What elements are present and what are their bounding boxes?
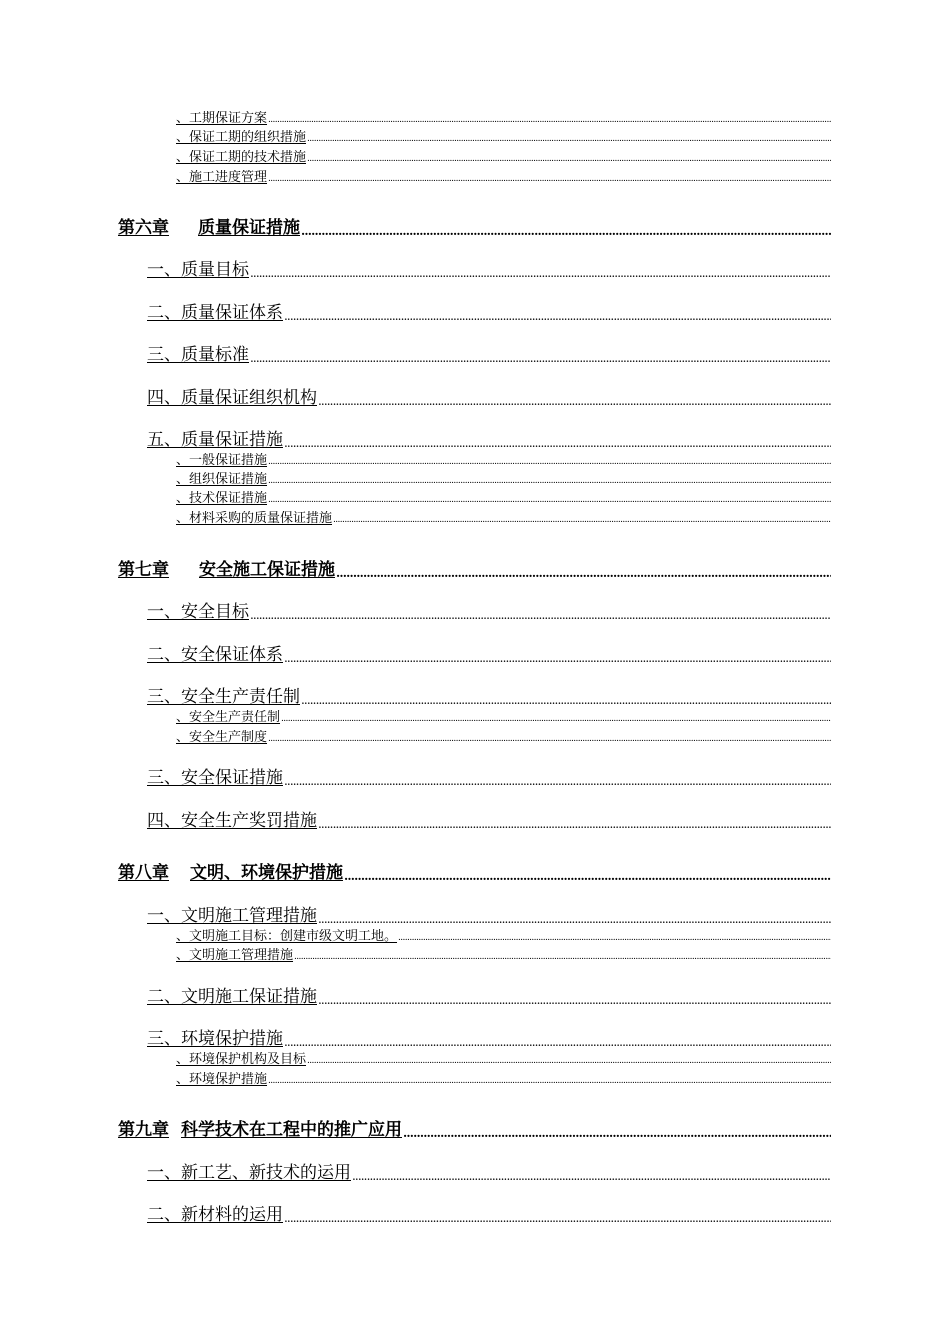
toc-entry[interactable] <box>147 1163 831 1183</box>
toc-entry[interactable] <box>176 170 831 185</box>
toc-entry[interactable] <box>176 1052 831 1067</box>
toc-dot-leader <box>318 993 831 1007</box>
toc-entry-label: 二、质量保证体系 <box>147 303 283 323</box>
toc-chapter-label <box>118 560 335 580</box>
toc-entry[interactable] <box>147 645 831 665</box>
toc-entry[interactable] <box>147 345 831 365</box>
toc-entry[interactable] <box>147 602 831 622</box>
chapter-number: 第八章 <box>118 863 169 883</box>
toc-dot-leader <box>318 912 831 926</box>
toc-entry-label: 、文明施工目标：创建市级文明工地。 <box>176 929 398 944</box>
toc-entry[interactable] <box>176 948 831 963</box>
toc-chapter-label <box>118 218 300 238</box>
toc-chapter-7[interactable] <box>118 560 831 580</box>
toc-dot-leader <box>307 134 831 145</box>
toc-dot-leader <box>268 495 831 506</box>
chapter-title: 文明、环境保护措施 <box>190 863 343 883</box>
chapter-number: 第七章 <box>118 560 169 580</box>
toc-entry[interactable] <box>176 1072 831 1087</box>
toc-dot-leader <box>318 817 831 831</box>
toc-entry[interactable] <box>176 710 831 725</box>
toc-entry-label: 二、文明施工保证措施 <box>147 987 317 1007</box>
toc-chapter-6[interactable] <box>118 218 831 238</box>
toc-entry-label: 三、质量标准 <box>147 345 249 365</box>
toc-entry-label: 、保证工期的组织措施 <box>176 130 307 145</box>
toc-dot-leader <box>344 869 831 883</box>
toc-entry-label: 四、安全生产奖罚措施 <box>147 811 317 831</box>
toc-dot-leader <box>318 394 831 408</box>
toc-entry[interactable] <box>176 150 831 165</box>
toc-entry-label: 、一般保证措施 <box>176 453 268 468</box>
toc-entry[interactable] <box>147 987 831 1007</box>
toc-dot-leader <box>250 266 831 280</box>
toc-entry[interactable] <box>176 491 831 506</box>
toc-entry-label: 三、安全生产责任制 <box>147 687 300 707</box>
toc-dot-leader <box>284 309 831 323</box>
toc-entry-label: 三、安全保证措施 <box>147 768 283 788</box>
toc-dot-leader <box>268 174 831 185</box>
toc-entry-label: 一、质量目标 <box>147 260 249 280</box>
toc-entry-label: 、保证工期的技术措施 <box>176 150 307 165</box>
toc-dot-leader <box>268 476 831 487</box>
toc-entry-label: 、工期保证方案 <box>176 111 268 126</box>
toc-entry[interactable] <box>176 111 831 126</box>
chapter-number: 第六章 <box>118 218 169 238</box>
toc-chapter-9[interactable] <box>118 1120 831 1140</box>
toc-chapter-label <box>118 1120 402 1140</box>
toc-entry-label: 、材料采购的质量保证措施 <box>176 511 333 526</box>
toc-entry[interactable] <box>147 687 831 707</box>
toc-dot-leader <box>250 351 831 365</box>
toc-dot-leader <box>268 115 831 126</box>
toc-entry-label: 、环境保护机构及目标 <box>176 1052 307 1067</box>
toc-dot-leader <box>268 457 831 468</box>
toc-entry-label: 二、安全保证体系 <box>147 645 283 665</box>
toc-dot-leader <box>284 774 831 788</box>
toc-dot-leader <box>284 651 831 665</box>
toc-entry-label: 一、文明施工管理措施 <box>147 906 317 926</box>
toc-entry[interactable] <box>176 511 831 526</box>
toc-entry-label: 、组织保证措施 <box>176 472 268 487</box>
toc-dot-leader <box>301 224 831 238</box>
toc-entry-label: 、文明施工管理措施 <box>176 948 294 963</box>
toc-dot-leader <box>284 436 831 450</box>
toc-entry-label: 五、质量保证措施 <box>147 430 283 450</box>
toc-entry-label: 一、安全目标 <box>147 602 249 622</box>
toc-entry-label: 三、环境保护措施 <box>147 1029 283 1049</box>
toc-entry-label: 、安全生产制度 <box>176 730 268 745</box>
toc-entry[interactable] <box>147 1029 831 1049</box>
toc-chapter-8[interactable] <box>118 863 831 883</box>
toc-entry[interactable] <box>176 472 831 487</box>
toc-dot-leader <box>250 608 831 622</box>
toc-dot-leader <box>281 714 831 725</box>
toc-entry[interactable] <box>147 388 831 408</box>
toc-chapter-label <box>118 863 343 883</box>
toc-entry-label: 一、新工艺、新技术的运用 <box>147 1163 351 1183</box>
toc-entry[interactable] <box>176 453 831 468</box>
toc-dot-leader <box>301 693 831 707</box>
toc-dot-leader <box>268 1076 831 1087</box>
toc-entry-label: 、技术保证措施 <box>176 491 268 506</box>
chapter-title: 安全施工保证措施 <box>199 560 335 580</box>
toc-dot-leader <box>294 952 831 963</box>
toc-dot-leader <box>333 515 831 526</box>
toc-entry-label: 、安全生产责任制 <box>176 710 281 725</box>
toc-dot-leader <box>336 566 831 580</box>
chapter-title: 科学技术在工程中的推广应用 <box>181 1120 402 1140</box>
toc-entry[interactable] <box>147 260 831 280</box>
toc-dot-leader <box>398 933 831 944</box>
toc-entry[interactable] <box>147 430 831 450</box>
toc-entry[interactable] <box>147 811 831 831</box>
toc-entry-label: 、环境保护措施 <box>176 1072 268 1087</box>
toc-dot-leader <box>284 1211 831 1225</box>
toc-entry-label: 、施工进度管理 <box>176 170 268 185</box>
toc-entry[interactable] <box>147 1205 831 1225</box>
toc-entry-label: 二、新材料的运用 <box>147 1205 283 1225</box>
toc-entry-label: 四、质量保证组织机构 <box>147 388 317 408</box>
toc-dot-leader <box>307 1056 831 1067</box>
toc-entry[interactable] <box>176 929 831 944</box>
toc-entry[interactable] <box>147 768 831 788</box>
toc-dot-leader <box>403 1126 831 1140</box>
toc-dot-leader <box>284 1035 831 1049</box>
toc-entry[interactable] <box>147 303 831 323</box>
toc-entry[interactable] <box>147 906 831 926</box>
toc-entry[interactable] <box>176 730 831 745</box>
toc-dot-leader <box>352 1169 831 1183</box>
chapter-title: 质量保证措施 <box>198 218 300 238</box>
chapter-number: 第九章 <box>118 1120 169 1140</box>
toc-dot-leader <box>307 154 831 165</box>
toc-dot-leader <box>268 734 831 745</box>
toc-entry[interactable] <box>176 130 831 145</box>
